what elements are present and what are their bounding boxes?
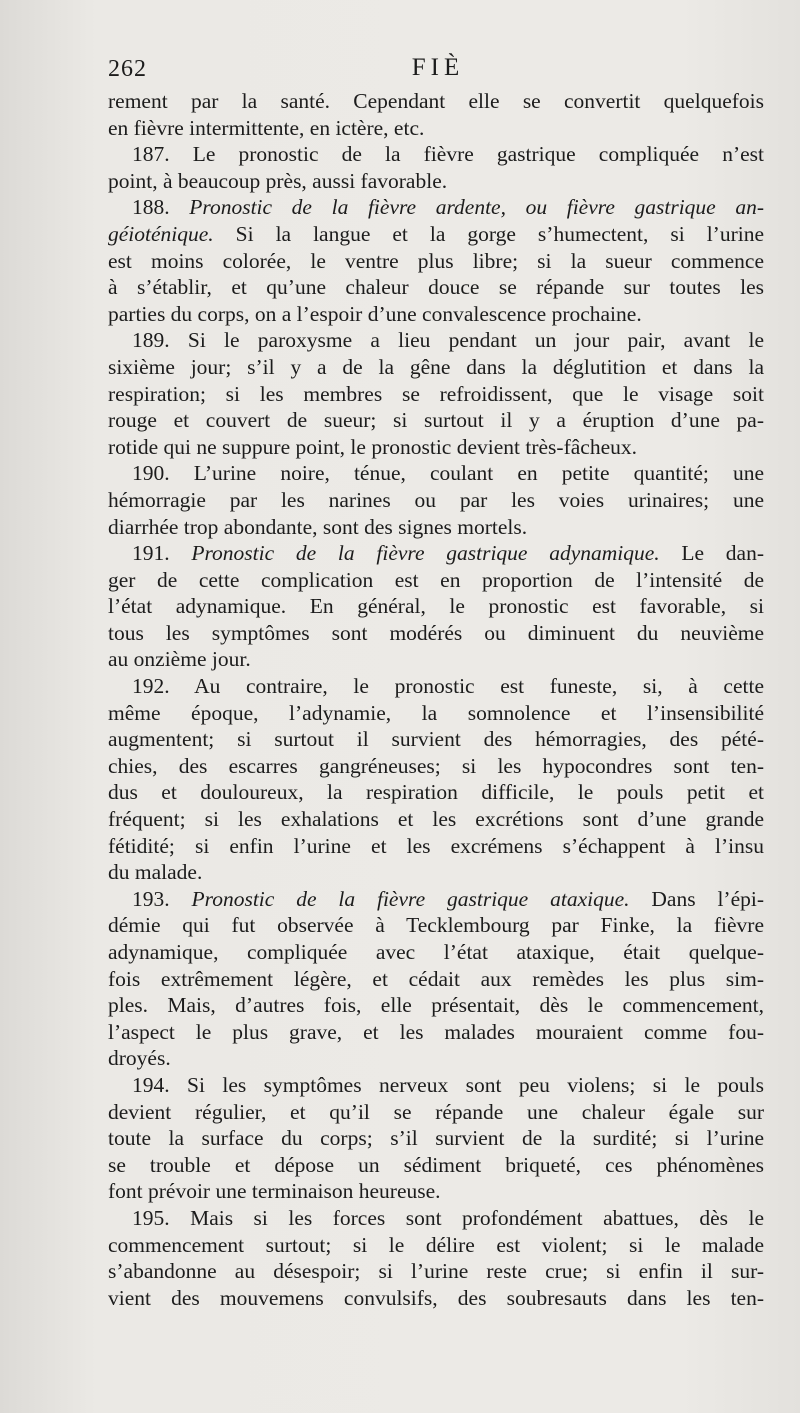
text-line: [108, 646, 764, 673]
text-run: démie qui fut observée à Tecklembourg par Finke, la fièvre: [108, 913, 764, 938]
text-line: [108, 115, 764, 142]
text-run: en fièvre intermittente, en ictère, etc.: [108, 115, 425, 140]
text-run: ger de cette complication est en proportion de l’intensité de: [108, 567, 764, 592]
text-line: [108, 168, 764, 195]
text-line: [108, 806, 764, 833]
text-run: l’état adynamique. En général, le pronostic est favorable, si: [108, 594, 764, 619]
text-run: 188.: [132, 195, 190, 220]
text-line: [108, 487, 764, 514]
text-run: sixième jour; s’il y a de la gêne dans la déglutition et dans la: [108, 354, 764, 379]
text-line: [108, 859, 764, 886]
text-run: devient régulier, et qu’il se répande une chaleur égale sur: [108, 1099, 764, 1124]
text-line: [108, 354, 764, 381]
text-run: hémorragie par les narines ou par les voies urinaires; une: [108, 487, 764, 512]
text-line: [108, 194, 764, 221]
text-line: [108, 381, 764, 408]
text-run: 187. Le pronostic de la fièvre gastrique compliquée n’est: [132, 142, 764, 167]
text-line: [108, 833, 764, 860]
text-run: est moins colorée, le ventre plus libre; si la sueur commence: [108, 248, 764, 273]
text-run: rouge et couvert de sueur; si surtout il y a éruption d’une pa-: [108, 408, 764, 433]
text-line: [108, 274, 764, 301]
text-line: [108, 407, 764, 434]
text-line: [108, 514, 764, 541]
text-line: [108, 1019, 764, 1046]
text-run: Dans l’épi-: [629, 886, 764, 911]
text-run: 190. L’urine noire, ténue, coulant en petite quantité; une: [132, 461, 764, 486]
text-run: 193.: [132, 886, 192, 911]
text-line: [108, 1125, 764, 1152]
italic-heading: géioténique.: [108, 221, 214, 246]
text-run: adynamique, compliquée avec l’état ataxique, était quelque-: [108, 940, 764, 964]
text-run: se trouble et dépose un sédiment briqueté, ces phénomènes: [108, 1152, 764, 1177]
text-run: augmentent; si surtout il survient des hémorragies, des pété-: [108, 727, 764, 752]
text-line: [108, 1258, 764, 1285]
text-run: fétidité; si enfin l’urine et les excrémens s’échappent à l’insu: [108, 833, 764, 858]
running-title: FIÈ: [411, 54, 465, 81]
text-run: fois extrêmement légère, et cédait aux remèdes les plus sim-: [108, 966, 764, 991]
text-run: 194. Si les symptômes nerveux sont peu violens; si le pouls: [132, 1072, 764, 1097]
text-line: [108, 1152, 764, 1179]
text-run: 191.: [132, 541, 192, 566]
text-run: tous les symptômes sont modérés ou diminuent du neuvième: [108, 620, 764, 645]
text-run: commencement surtout; si le délire est violent; si le malade: [108, 1232, 764, 1257]
text-run: diarrhée trop abondante, sont des signes mortels.: [108, 514, 528, 539]
text-run: parties du corps, on a l’espoir d’une convalescence prochaine.: [108, 301, 642, 326]
text-line: [108, 1045, 764, 1072]
text-run: rement par la santé. Cependant elle se convertit quelquefois: [108, 89, 764, 113]
text-line: [108, 1205, 764, 1232]
text-line: [108, 567, 764, 594]
text-run: fréquent; si les exhalations et les excrétions sont d’une grande: [108, 807, 764, 832]
text-run: s’abandonne au désespoir; si l’urine reste crue; si enfin il sur-: [108, 1259, 764, 1284]
text-line: [108, 141, 764, 168]
text-run: au onzième jour.: [108, 647, 251, 672]
text-run: vient des mouvemens convulsifs, des soubresauts dans les ten-: [108, 1285, 764, 1310]
text-line: [108, 966, 764, 993]
text-run: Si la langue et la gorge s’humectent, si l’urine: [213, 221, 764, 246]
text-run: point, à beaucoup près, aussi favorable.: [108, 168, 448, 193]
body-text: [108, 88, 764, 1311]
text-line: [108, 593, 764, 620]
text-run: font prévoir une terminaison heureuse.: [108, 1179, 441, 1204]
page-header: [108, 54, 768, 88]
text-line: [108, 1232, 764, 1259]
italic-heading: Pronostic de la fièvre gastrique adynamique.: [191, 541, 660, 566]
text-line: [108, 700, 764, 727]
text-line: [108, 1099, 764, 1126]
text-line: [108, 726, 764, 753]
text-run: droyés.: [108, 1046, 171, 1071]
text-run: ples. Mais, d’autres fois, elle présentait, dès le commencement,: [108, 993, 764, 1018]
text-line: [108, 886, 764, 913]
text-run: 192. Au contraire, le pronostic est funeste, si, à cette: [132, 674, 764, 699]
italic-heading: Pronostic de la fièvre gastrique ataxique.: [191, 886, 630, 911]
text-line: [108, 434, 764, 461]
text-run: même époque, l’adynamie, la somnolence et l’insensibilité: [108, 700, 764, 725]
text-line: [108, 912, 764, 939]
text-run: rotide qui ne suppure point, le pronostic devient très-fâcheux.: [108, 434, 637, 459]
text-line: [108, 1072, 764, 1099]
text-line: [108, 540, 764, 567]
text-line: [108, 248, 764, 275]
text-run: du malade.: [108, 860, 203, 885]
text-run: à s’établir, et qu’une chaleur douce se répande sur toutes les: [108, 275, 764, 300]
text-run: 189. Si le paroxysme a lieu pendant un jour pair, avant le: [132, 328, 764, 353]
text-line: [108, 939, 764, 966]
text-run: Le dan-: [659, 541, 764, 566]
text-run: chies, des escarres gangréneuses; si les hypocondres sont ten-: [108, 753, 764, 778]
text-line: [108, 1178, 764, 1205]
text-line: [108, 779, 764, 806]
page-number: 262: [108, 56, 147, 82]
text-line: [108, 753, 764, 780]
text-line: [108, 88, 764, 115]
text-line: [108, 221, 764, 248]
text-line: [108, 327, 764, 354]
text-run: respiration; si les membres se refroidissent, que le visage soit: [108, 381, 764, 406]
text-line: [108, 620, 764, 647]
italic-heading: Pronostic de la fièvre ardente, ou fièvre gastrique an-: [189, 195, 764, 220]
text-line: [108, 992, 764, 1019]
text-line: [108, 673, 764, 700]
text-line: [108, 301, 764, 328]
text-run: toute la surface du corps; s’il survient de la surdité; si l’urine: [108, 1126, 764, 1151]
text-run: l’aspect le plus grave, et les malades mouraient comme fou-: [108, 1019, 764, 1044]
text-run: 195. Mais si les forces sont profondément abattues, dès le: [132, 1205, 764, 1230]
text-run: dus et douloureux, la respiration difficile, le pouls petit et: [108, 780, 764, 805]
text-line: [108, 460, 764, 487]
text-line: [108, 1285, 764, 1312]
